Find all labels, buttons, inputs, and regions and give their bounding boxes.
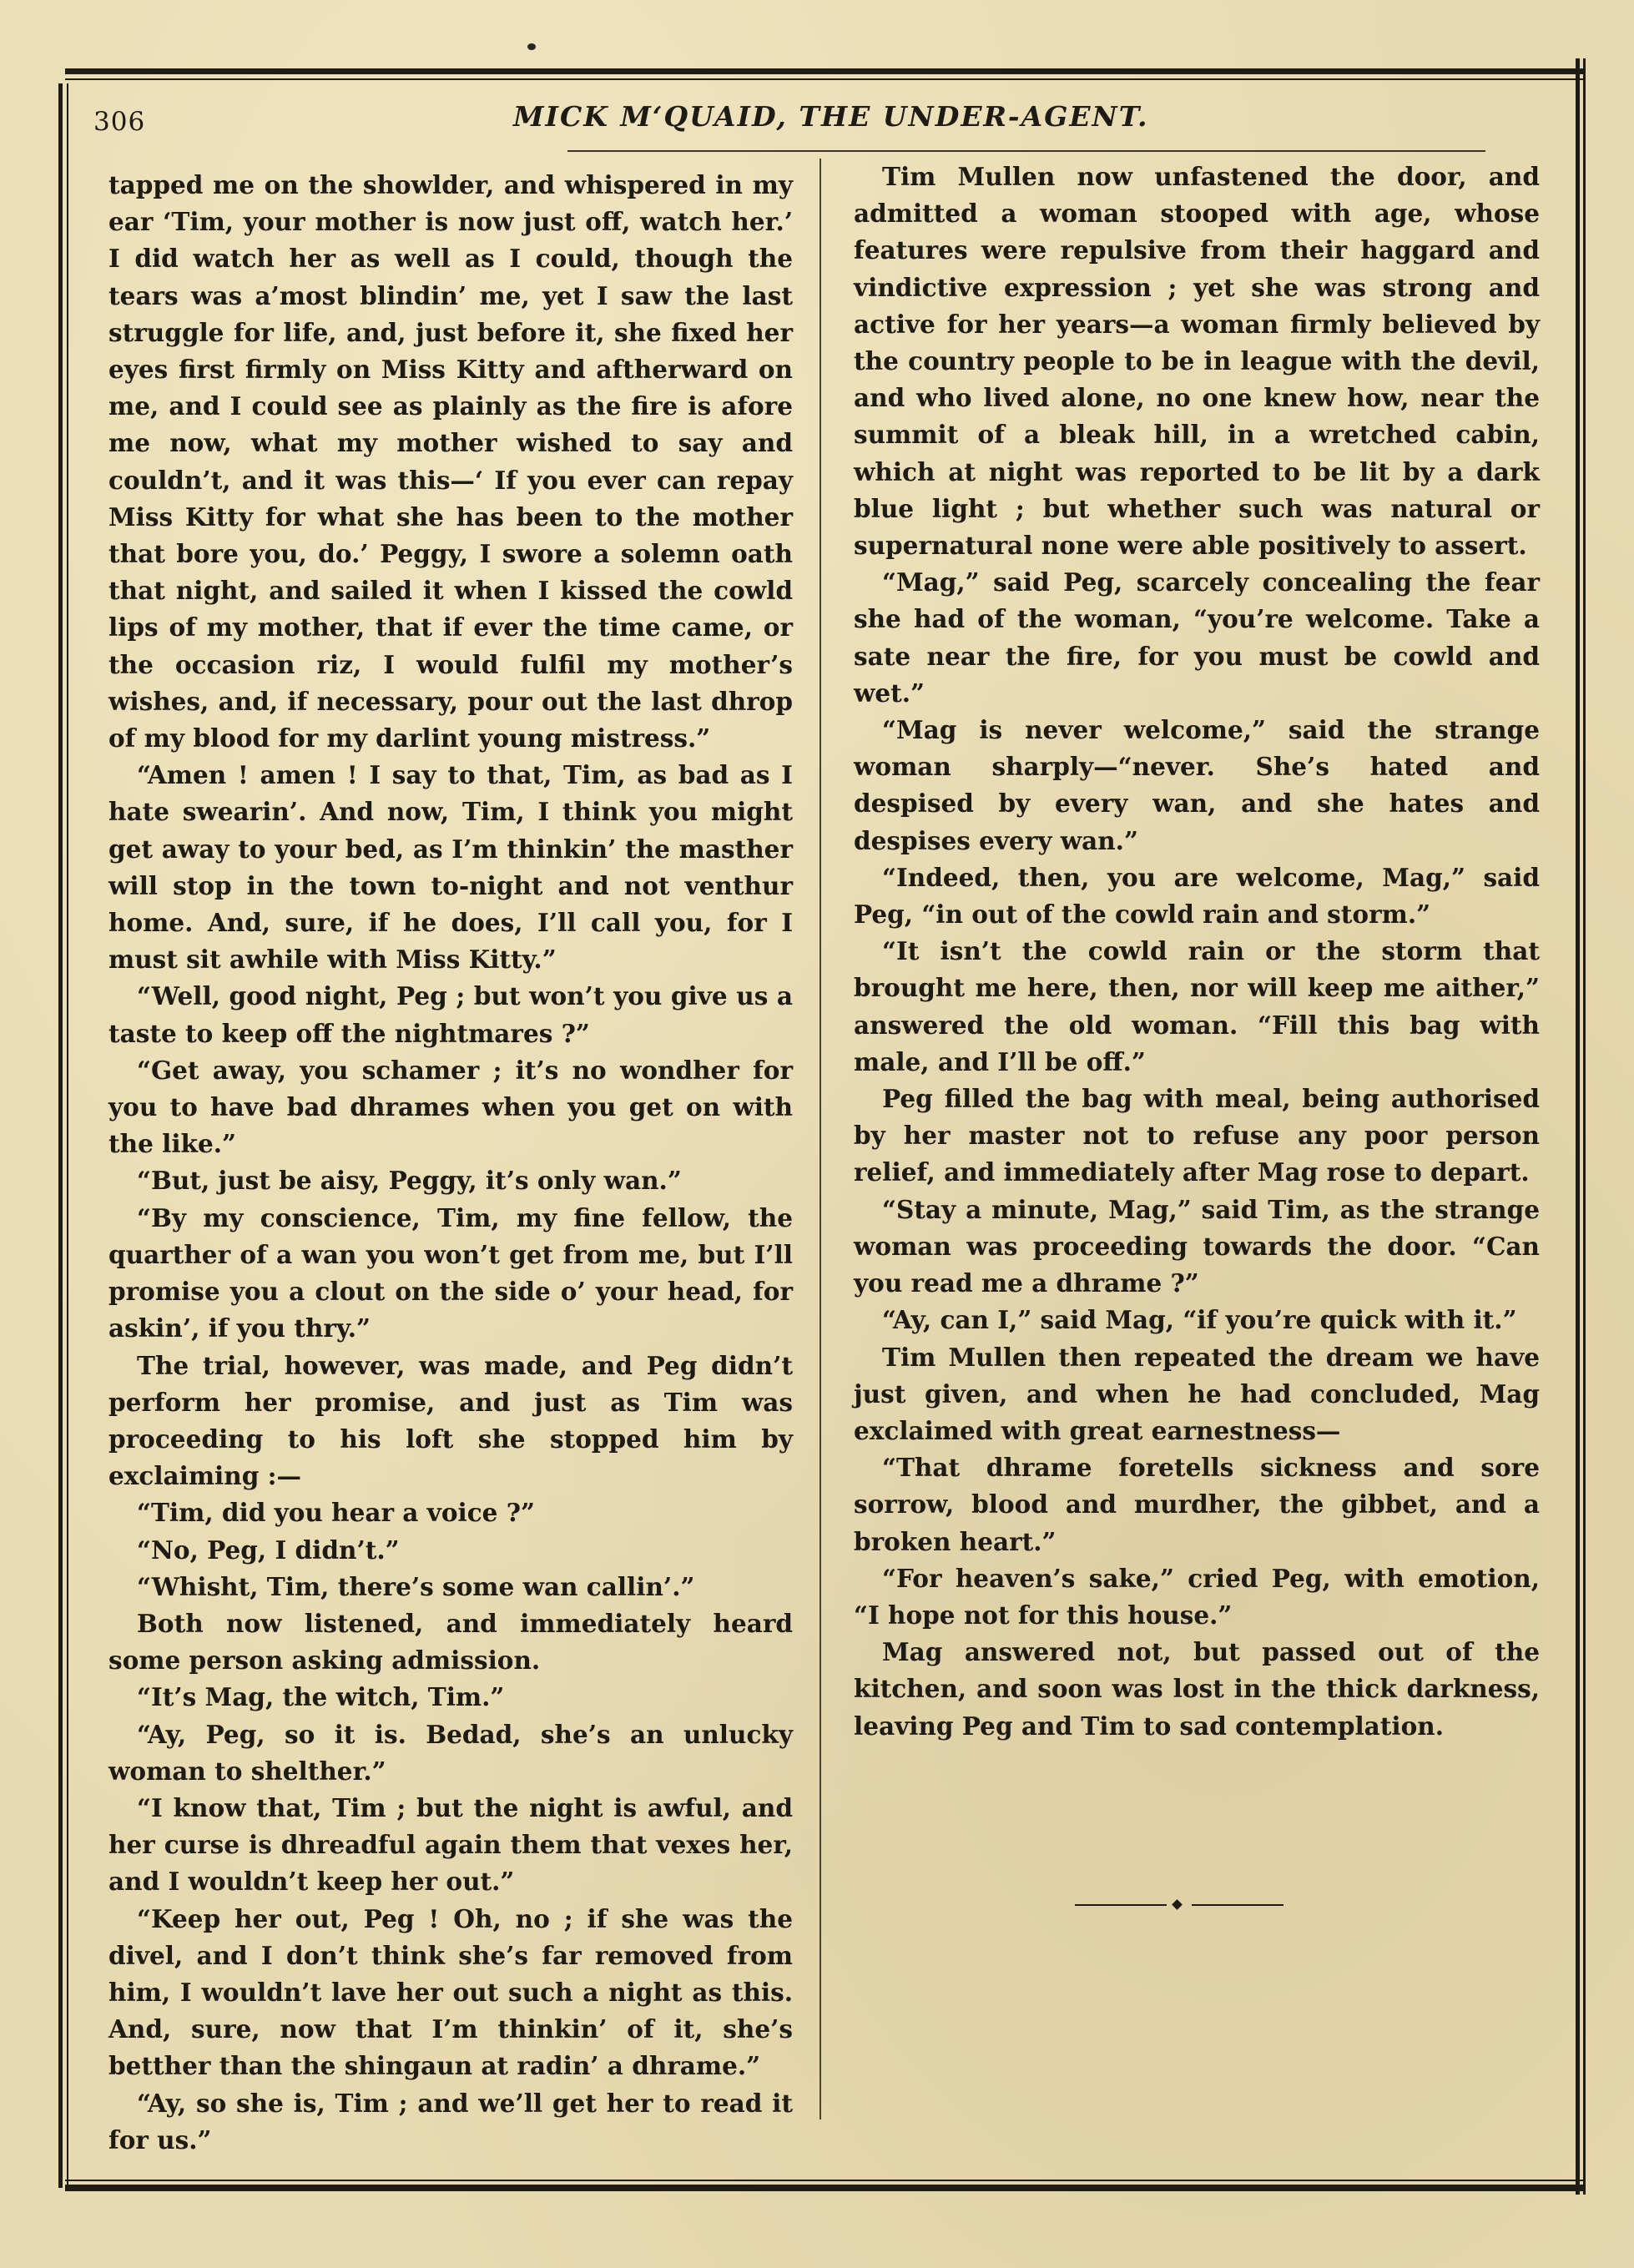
ornament-line-left bbox=[1075, 1904, 1167, 1906]
paragraph: “Mag,” said Peg, scarcely concealing the fear she had of the woman, “you’re welcome. Take a sate near the fire, for you must be cowld and wet.” bbox=[854, 567, 1540, 708]
paragraph: Tim Mullen then repeated the dream we have just given, and when he had concluded, Mag exclaimed with great earnestness— bbox=[854, 1342, 1540, 1445]
paragraph: “Ay, can I,” said Mag, “if you’re quick with it.” bbox=[882, 1305, 1517, 1335]
paragraph: Mag answered not, but passed out of the kitchen, and soon was lost in the thick darkness, leaving Peg and Tim to sad contemplation. bbox=[854, 1637, 1540, 1741]
paragraph: “That dhrame foretells sickness and sore sorrow, blood and murdher, the gibbet, and a broken heart.” bbox=[854, 1453, 1540, 1556]
paragraph: “Well, good night, Peg ; but won’t you give us a taste to keep off the nightmares ?” bbox=[108, 981, 793, 1048]
top-border-thick bbox=[65, 68, 1584, 74]
paragraph: “No, Peg, I didn’t.” bbox=[137, 1535, 400, 1565]
ornament-line-right bbox=[1192, 1904, 1283, 1906]
right-border-outer bbox=[1583, 58, 1586, 2195]
ink-dot bbox=[527, 43, 536, 50]
paragraph: The trial, however, was made, and Peg didn’t perform her promise, and just as Tim was proceeding to his loft she stopped him by exclaiming :— bbox=[108, 1350, 793, 1491]
paragraph: “Whisht, Tim, there’s some wan callin’.” bbox=[137, 1571, 695, 1601]
section-end-ornament bbox=[1075, 1901, 1283, 1909]
paragraph: “But, just be aisy, Peggy, it’s only wan.” bbox=[137, 1166, 682, 1196]
left-border-outer bbox=[58, 83, 63, 2188]
paragraph: “Get away, you schamer ; it’s no wondher for you to have bad dhrames when you get on with the like.” bbox=[108, 1055, 793, 1159]
paragraph: Peg filled the bag with meal, being authorised by her master not to refuse any poor person relief, and immediately after Mag rose to depart. bbox=[854, 1084, 1540, 1187]
ornament-diamond-icon bbox=[1172, 1899, 1183, 1910]
paragraph: “Indeed, then, you are welcome, Mag,” said Peg, “in out of the cowld rain and storm.” bbox=[854, 862, 1540, 930]
paragraph: “Stay a minute, Mag,” said Tim, as the strange woman was proceeding towards the door. “Can you read me a dhrame ?” bbox=[854, 1194, 1540, 1298]
paragraph: “For heaven’s sake,” cried Peg, with emotion, “I hope not for this house.” bbox=[854, 1563, 1540, 1630]
paragraph: “Keep her out, Peg ! Oh, no ; if she was the divel, and I don’t think she’s far removed from him, I wouldn’t lave her out such a night as this. And, sure, now that I’m thinkin’ of it, she’s betther than the shingaun at radin’ a dhrame.” bbox=[108, 1903, 793, 2081]
paragraph: “Ay, so she is, Tim ; and we’ll get her to read it for us.” bbox=[108, 2088, 793, 2155]
paragraph: tapped me on the showlder, and whispered in my ear ‘Tim, your mother is now just off, watch her.’ I did watch her as well as I could, though the tears was a’most blindin’ me, yet I saw the last struggle for life, and, just before it, she fixed her eyes first firmly on Miss Kitty and aftherward on me, and I could see as plainly as the fire is afore me now, what my mother wished to say and couldn’t, and it was this—‘ If you ever can repay Miss Kitty for what she has been to the mother that bore you, do.’ Peggy, I swore a solemn oath that night, and sailed it when I kissed the cowld lips of my mother, that if ever the time came, or the occasion riz, I would fulfil my mother’s wishes, and, if necessary, pour out the last dhrop of my blood for my darlint young mistress.” bbox=[108, 170, 793, 753]
paragraph: “Amen ! amen ! I say to that, Tim, as bad as I hate swearin’. And now, Tim, I think you might get away to your bed, as I’m thinkin’ the masther will stop in the town to-night and not venthur home. And, sure, if he does, I’ll call you, for I must sit awhile with Miss Kitty.” bbox=[108, 760, 793, 975]
right-border-inner bbox=[1576, 58, 1580, 2195]
paragraph: “I know that, Tim ; but the night is awful, and her curse is dhreadful again them that vexes her, and I wouldn’t keep her out.” bbox=[108, 1792, 793, 1897]
bottom-border-thick bbox=[65, 2185, 1584, 2191]
right-column bbox=[854, 159, 1540, 1745]
paragraph: Both now listened, and immediately heard some person asking admission. bbox=[108, 1608, 793, 1676]
column-divider bbox=[820, 159, 821, 2119]
left-border-inner bbox=[67, 83, 68, 2188]
paragraph: “It isn’t the cowld rain or the storm that brought me here, then, nor will keep me aither,” answered the old woman. “Fill this bag with male, and I’ll be off.” bbox=[854, 936, 1540, 1076]
running-title: MICK M‘QUAID, THE UNDER-AGENT. bbox=[513, 100, 1149, 133]
paragraph: Tim Mullen now unfastened the door, and admitted a woman stooped with age, whose features were repulsive from their haggard and vindictive expression ; yet she was strong and active for her years—a woman firmly believed by the country people to be in league with the devil, and who lived alone, no one knew how, near the summit of a bleak hill, in a wretched cabin, which at night was reported to be lit by a dark blue light ; but whether such was natural or supernatural none were able positively to assert. bbox=[854, 162, 1540, 561]
paragraph: “By my conscience, Tim, my fine fellow, the quarther of a wan you won’t get from me, but I’ll promise you a clout on the side o’ your head, for askin’, if you thry.” bbox=[108, 1202, 793, 1343]
paragraph: “Tim, did you hear a voice ?” bbox=[137, 1498, 535, 1528]
paragraph: “Ay, Peg, so it is. Bedad, she’s an unlucky woman to shelther.” bbox=[108, 1719, 793, 1786]
header-rule bbox=[567, 150, 1485, 152]
top-border-thin bbox=[65, 78, 1584, 80]
left-column bbox=[108, 167, 793, 2159]
page-number: 306 bbox=[93, 107, 146, 137]
bottom-border-thin bbox=[65, 2180, 1584, 2181]
paragraph: “Mag is never welcome,” said the strange woman sharply—“never. She’s hated and despised by every wan, and she hates and despises every wan.” bbox=[854, 715, 1540, 855]
paragraph: “It’s Mag, the witch, Tim.” bbox=[137, 1682, 505, 1712]
